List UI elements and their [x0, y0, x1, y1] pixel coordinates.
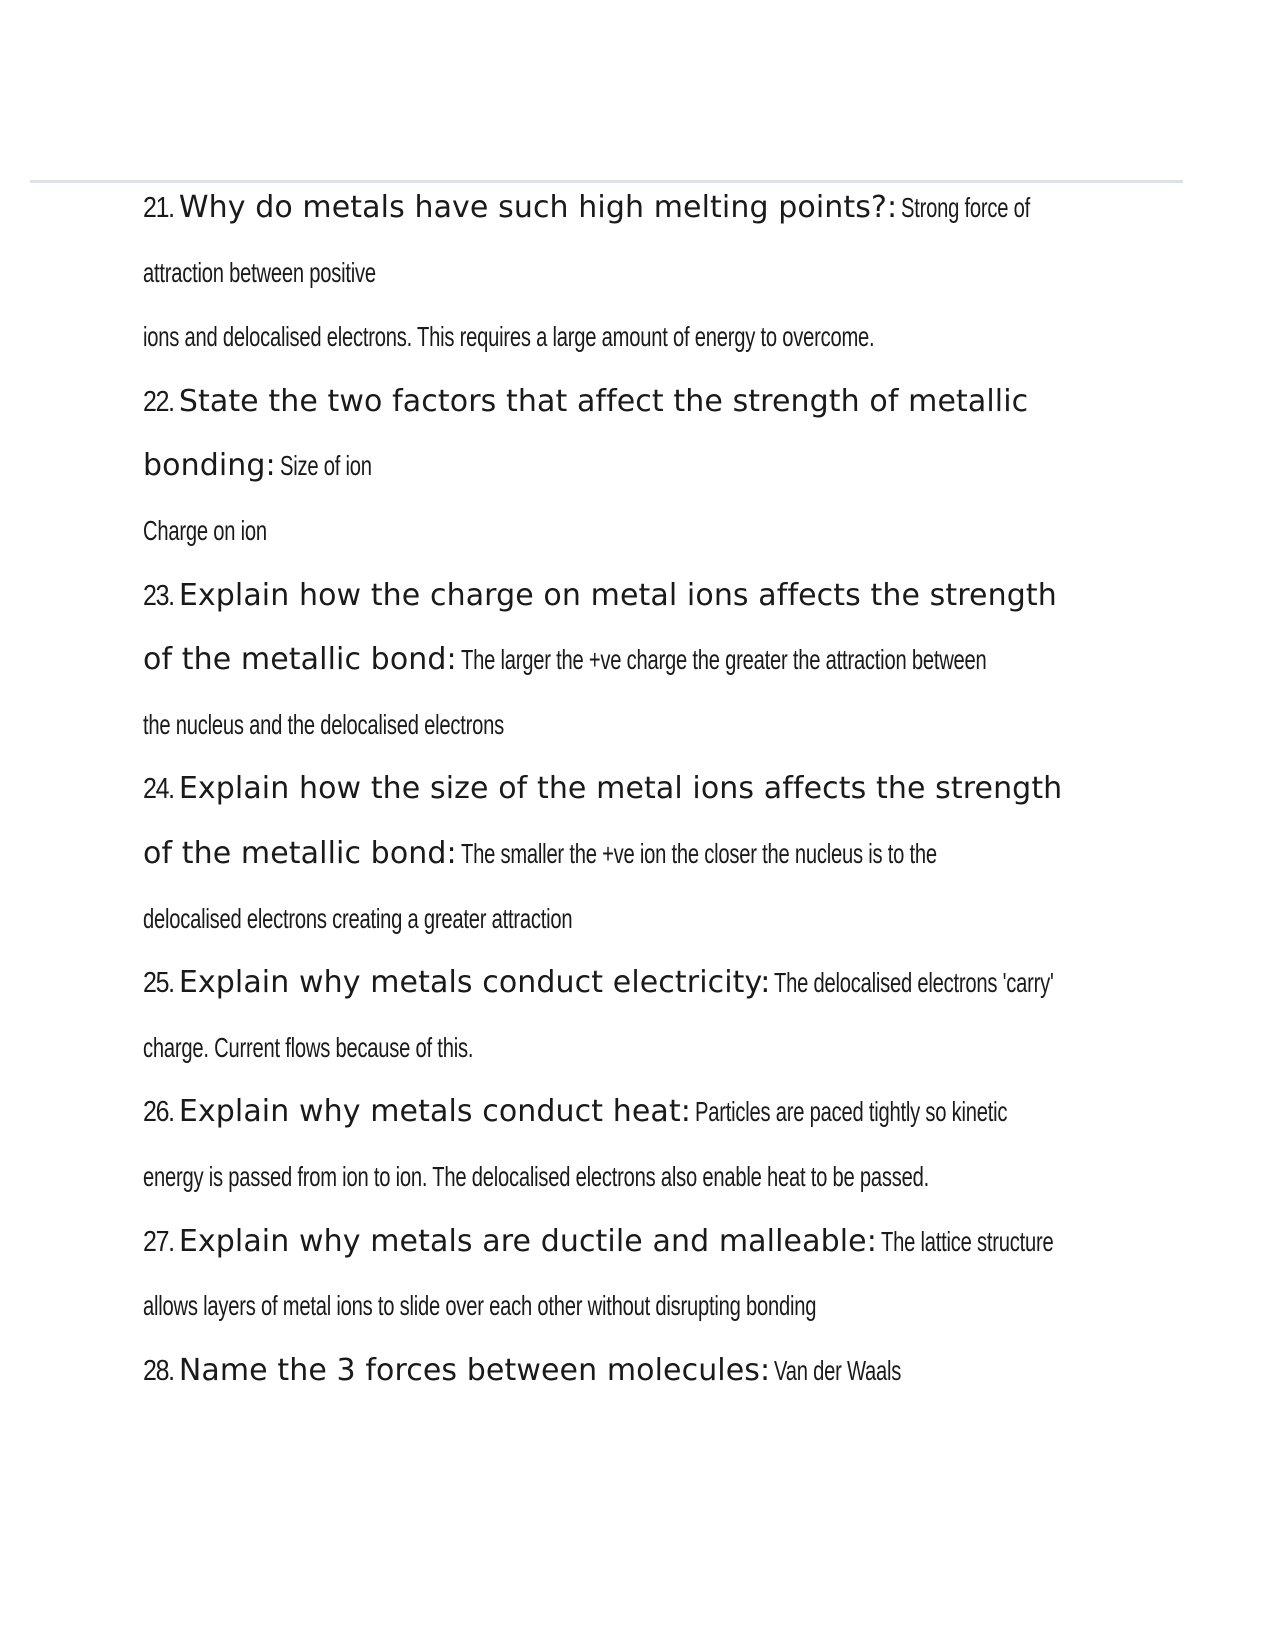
question-line [143, 628, 1143, 693]
answer-text: Strong force of [901, 192, 1031, 223]
answer-text: Van der Waals [774, 1354, 902, 1386]
answer-text: The smaller the +ve ion the closer the nucleus is to the [460, 837, 937, 869]
answer-text: the nucleus and the delocalised electrons [143, 708, 505, 740]
answer-line [143, 305, 1143, 370]
question-27 [143, 1210, 1143, 1275]
answer-text: delocalised electrons creating a greater attraction [143, 902, 573, 934]
question-24 [143, 757, 1143, 822]
question-22 [143, 370, 1143, 435]
question-line [143, 822, 1143, 887]
question-text: Explain how the size of the metal ions affects the strength [178, 771, 1063, 807]
question-text: Why do metals have such high melting points?: [178, 190, 898, 225]
question-number: 26. [143, 1096, 174, 1129]
answer-line [143, 1016, 1143, 1081]
question-number: 22. [143, 385, 174, 418]
question-text: Explain why metals conduct heat: [178, 1094, 691, 1130]
question-text: of the metallic bond: [143, 642, 457, 678]
answer-text: The lattice structure [880, 1225, 1054, 1257]
answer-text: ions and delocalised electrons. This requires a large amount of energy to overcome. [143, 321, 875, 353]
question-28 [143, 1339, 1143, 1404]
question-text: Name the 3 forces between molecules: [178, 1352, 771, 1388]
answer-text: energy is passed from ion to ion. The delocalised electrons also enable heat to be passed. [143, 1160, 929, 1192]
answer-text: The larger the +ve charge the greater the attraction between [460, 644, 987, 676]
answer-text: attraction between positive [143, 256, 376, 288]
answer-text: Charge on ion [143, 514, 267, 546]
question-25 [143, 951, 1143, 1016]
answer-text: Particles are paced tightly so kinetic [695, 1096, 1008, 1128]
question-text: State the two factors that affect the strength of metallic [178, 383, 1029, 419]
question-26 [143, 1080, 1143, 1145]
question-number: 21. [143, 192, 174, 224]
answer-line [143, 1145, 1143, 1210]
question-number: 27. [143, 1225, 174, 1258]
answer-text: Size of ion [279, 450, 372, 482]
question-text: Explain how the charge on metal ions affects the strength [178, 577, 1057, 613]
answer-line [143, 887, 1143, 952]
question-line [143, 434, 1143, 499]
question-21 [143, 176, 1143, 241]
question-text: bonding: [143, 448, 276, 484]
question-text: Explain why metals are ductile and malleable: [178, 1223, 877, 1259]
question-number: 23. [143, 579, 174, 612]
question-text: Explain why metals conduct electricity: [178, 965, 771, 1001]
answer-line [143, 499, 1143, 564]
question-number: 28. [143, 1354, 174, 1387]
answer-text: allows layers of metal ions to slide over each other without disrupting bonding [143, 1290, 817, 1322]
question-23 [143, 564, 1143, 629]
answer-text: charge. Current flows because of this. [143, 1031, 474, 1063]
question-text: of the metallic bond: [143, 835, 457, 871]
answer-line [143, 241, 1143, 306]
question-list [143, 176, 1143, 1403]
answer-text: The delocalised electrons 'carry' [774, 967, 1055, 999]
question-number: 25. [143, 967, 174, 1000]
answer-line [143, 1274, 1143, 1339]
answer-line [143, 693, 1143, 758]
question-number: 24. [143, 773, 174, 806]
